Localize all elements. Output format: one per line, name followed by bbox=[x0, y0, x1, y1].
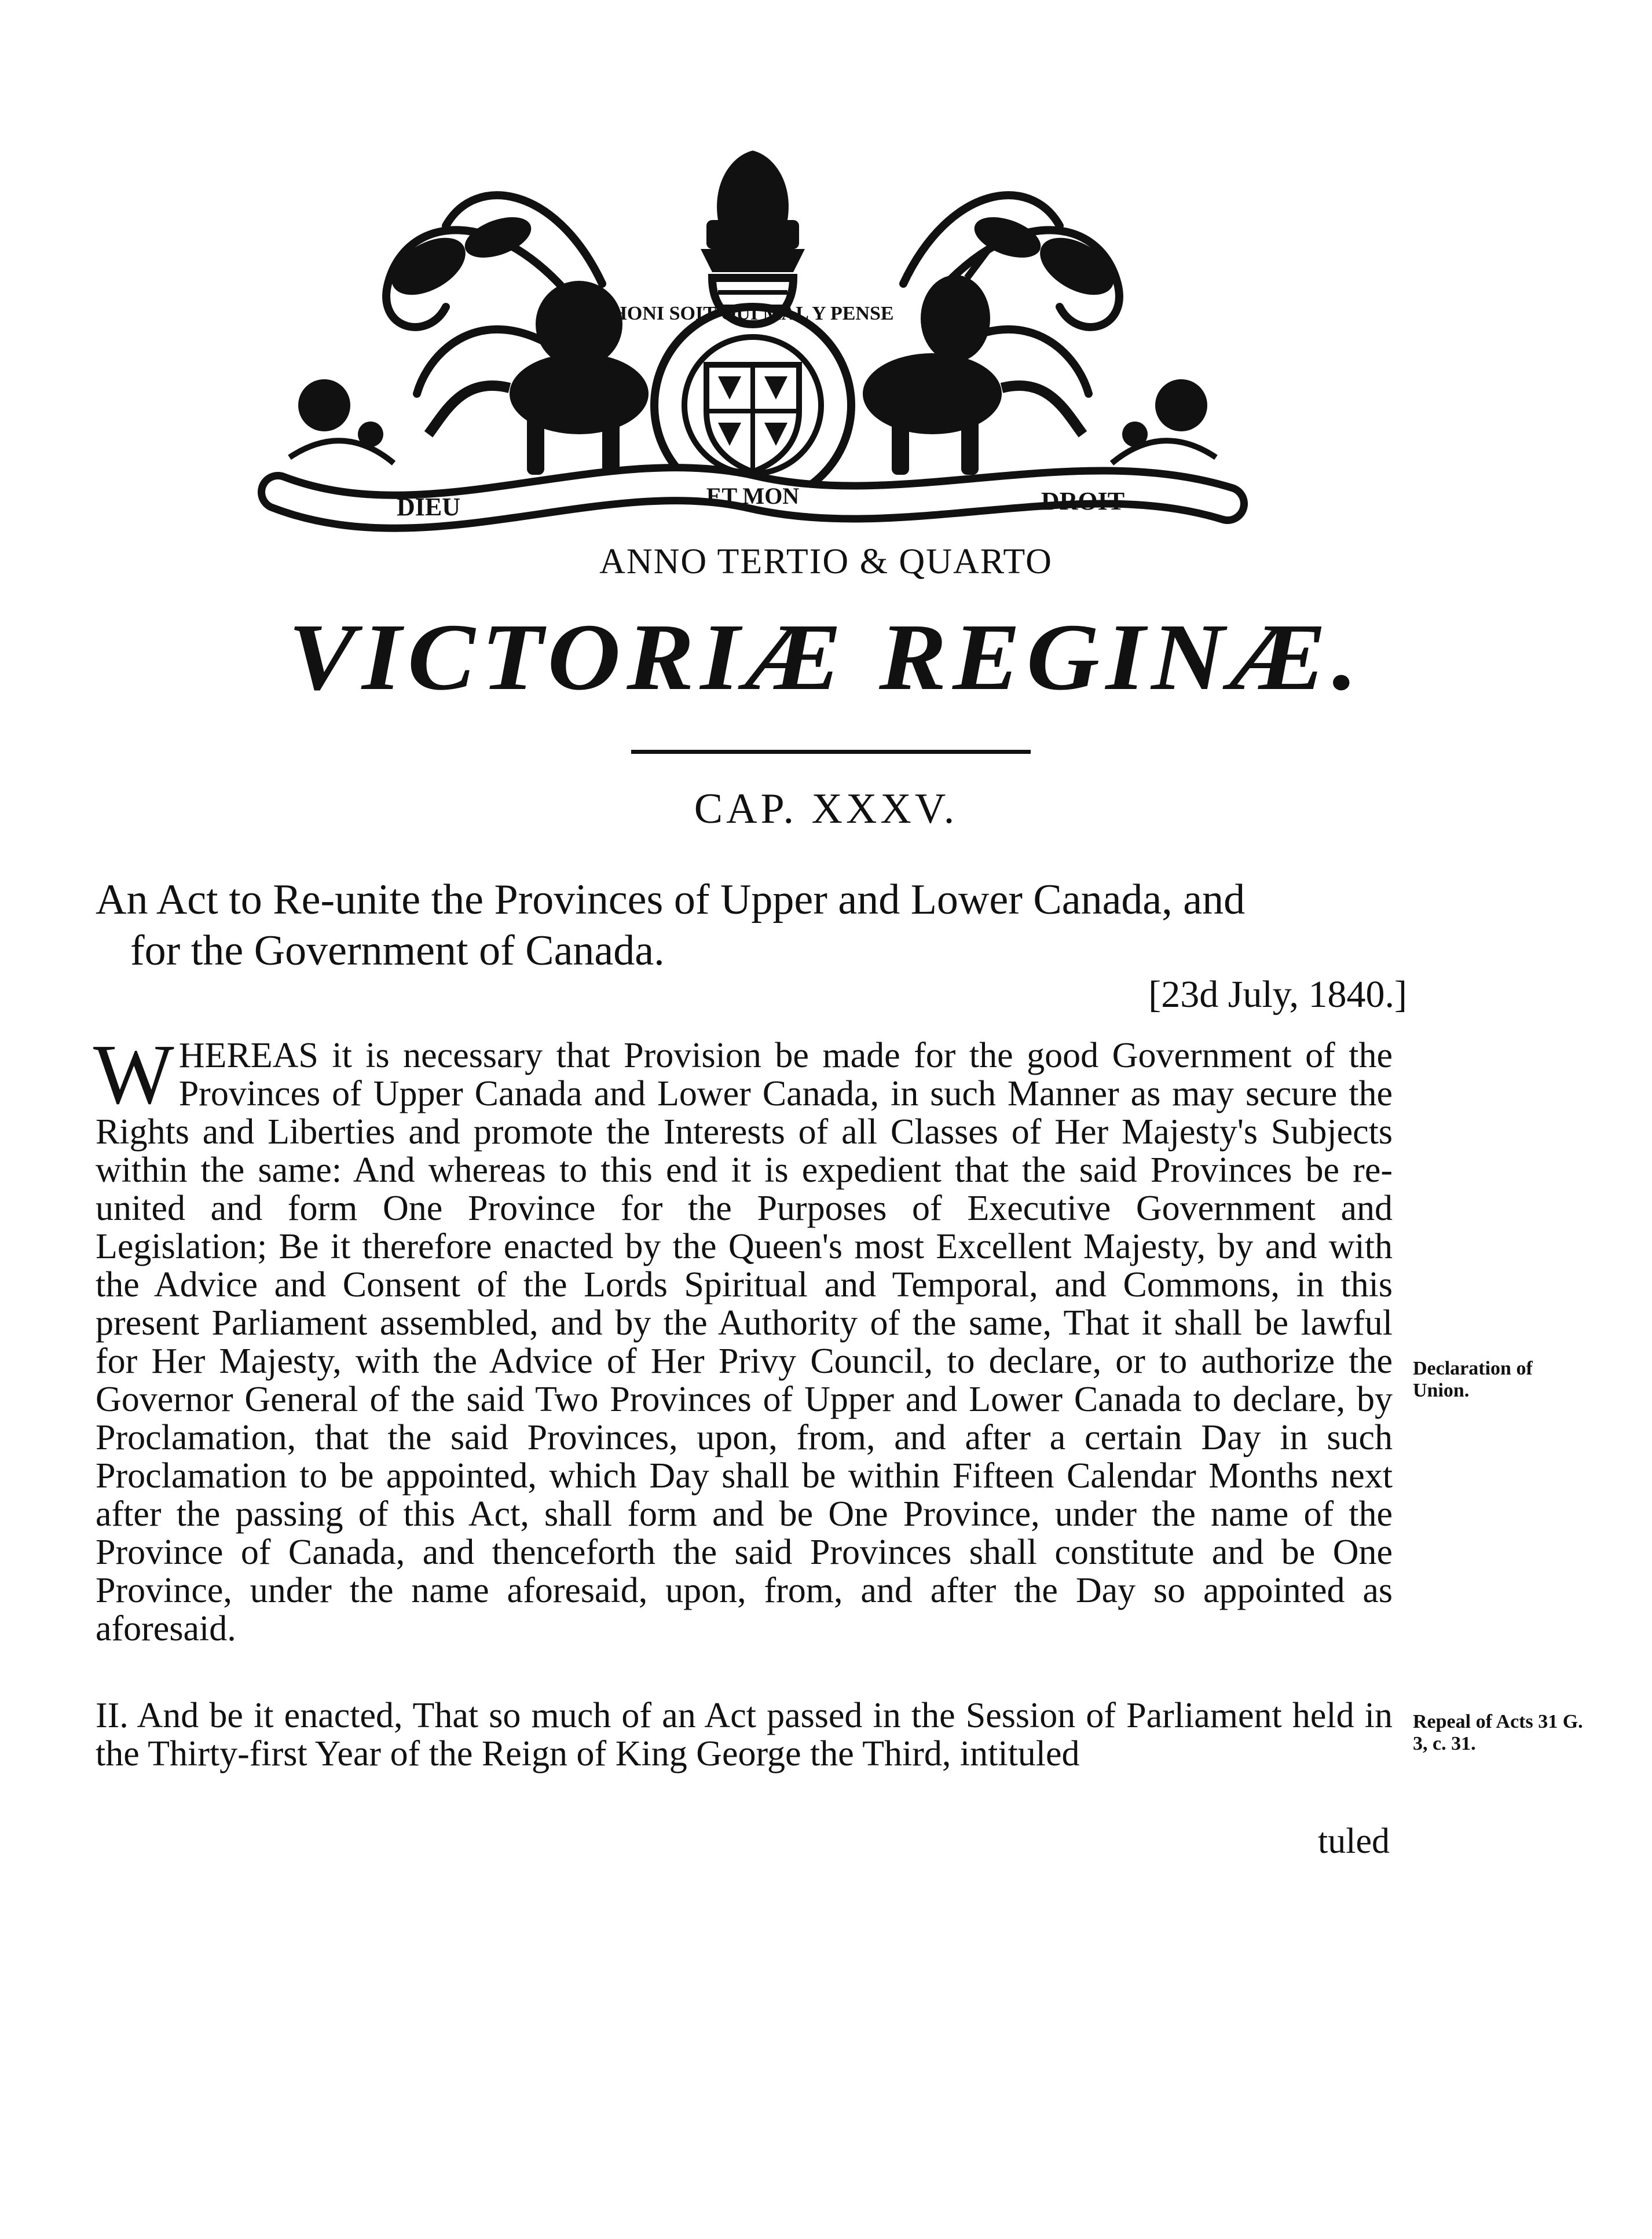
section-2-paragraph: II. And be it enacted, That so much of an Act passed in the Session of Parliament held in the Thirty-first Year of the Reign of King George the Third, intituled bbox=[96, 1696, 1393, 1773]
motto-left: DIEU bbox=[396, 493, 461, 521]
preamble-paragraph bbox=[93, 1027, 1393, 1648]
margin-note-declaration-of-union: Declaration of Union. bbox=[1413, 1358, 1533, 1401]
garter-motto: HONI SOIT QUI MAL Y PENSE bbox=[611, 303, 894, 324]
regnal-title: VICTORIÆ REGINÆ. bbox=[288, 604, 1364, 710]
chapter-number: CAP. XXXV. bbox=[694, 785, 958, 833]
drop-cap: W bbox=[93, 1027, 174, 1122]
act-title bbox=[96, 874, 1398, 976]
preamble-text: HEREAS it is necessary that Provision be made for the good Government of the Provinces of Upper Canada and Lower Canada, in such Manner as may secure the Rights and Liberties and promote the Interests of all Classes of Her Majesty's Subjects within the same: And whereas to this end it is expedient that the said Provinces be re-united and form One Province for the Purposes of Executive Government and Legislation; Be it therefore enacted by the Queen's most Excellent Majesty, by and with the Advice and Consent of the Lords Spiritual and Temporal, and Commons, in this present Parliament assembled, and by the Authority of the same, That it shall be lawful for Her Majesty, with the Advice of Her Privy Council, to declare, or to authorize the Governor General of the said Two Provinces of Upper and Lower Canada to declare, by Proclamation, that the said Provinces, upon, from, and after a certain Day in such Proclamation to be appointed, which Day shall be within Fifteen Calendar Months next after the passing of this Act, shall form and be One Province, under the name of the Province of Canada, and thenceforth the said Provinces shall constitute and be One Province, under the name aforesaid, upon, from, and after the Day so appointed as aforesaid. bbox=[96, 1036, 1393, 1648]
royal-coat-of-arms bbox=[255, 133, 1251, 538]
regnal-year-line: ANNO TERTIO & QUARTO bbox=[599, 542, 1053, 581]
catchword: tuled bbox=[1318, 1822, 1390, 1861]
motto-right: DROIT bbox=[1041, 487, 1125, 515]
act-date: [23d July, 1840.] bbox=[1148, 973, 1407, 1016]
margin-note-repeal-of-acts: Repeal of Acts 31 G. 3, c. 31. bbox=[1413, 1711, 1583, 1754]
act-title-line-2: for the Government of Canada. bbox=[130, 927, 665, 974]
act-title-line-1: An Act to Re-unite the Provinces of Upper and Lower Canada, and bbox=[96, 876, 1246, 924]
motto-center: ET MON bbox=[706, 483, 800, 509]
divider-rule bbox=[631, 750, 1031, 754]
